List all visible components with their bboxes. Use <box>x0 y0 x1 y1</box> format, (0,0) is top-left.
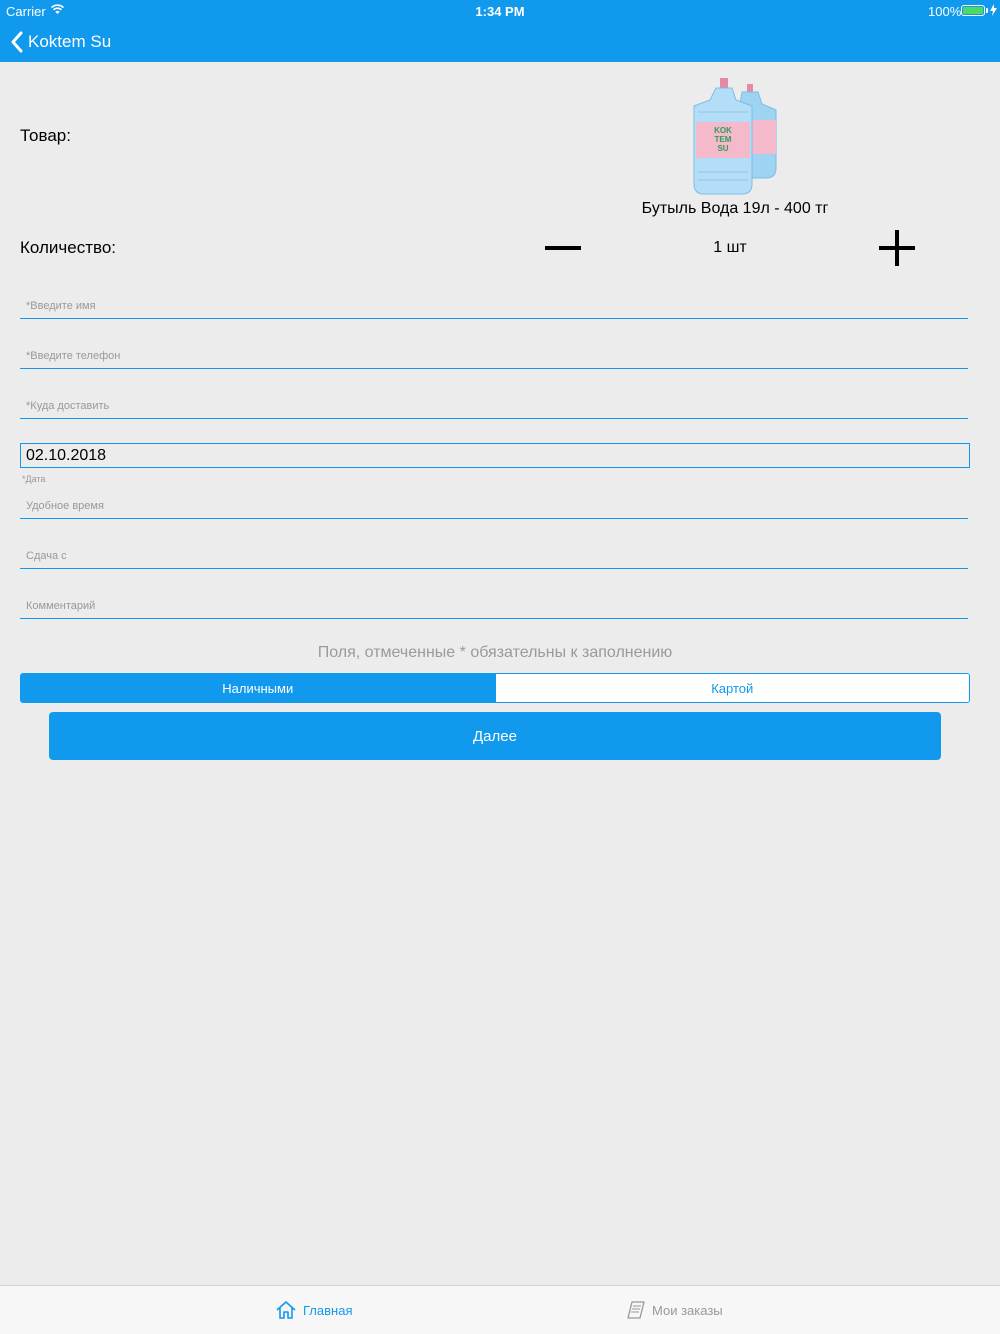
tab-home[interactable] <box>275 1298 352 1322</box>
quantity-label: Количество: <box>20 238 117 257</box>
home-icon <box>275 1300 297 1320</box>
time-field[interactable] <box>20 482 968 519</box>
date-field[interactable] <box>20 443 970 468</box>
back-title: Koktem Su <box>28 32 112 51</box>
time-placeholder: Удобное время <box>26 500 104 512</box>
phone-field[interactable] <box>20 332 968 369</box>
tab-bar <box>0 1285 1000 1334</box>
payment-card-segment[interactable]: Картой <box>495 674 970 702</box>
svg-text:KOK: KOK <box>714 126 732 135</box>
plus-icon-vertical <box>895 230 899 266</box>
battery-icon <box>961 5 985 16</box>
phone-placeholder: *Введите телефон <box>26 350 121 362</box>
payment-method-control <box>20 673 970 703</box>
quantity-value: 1 шт <box>713 239 747 256</box>
product-label: Товар: <box>20 126 71 145</box>
tab-home-label: Главная <box>303 1302 353 1318</box>
required-fields-note: Поля, отмеченные * обязательны к заполнению <box>317 644 673 661</box>
product-name: Бутыль Вода 19л - 400 тг <box>641 200 829 217</box>
name-field[interactable] <box>20 282 968 319</box>
svg-text:SU: SU <box>717 144 729 153</box>
battery-percent: 100% <box>928 4 962 19</box>
comment-field[interactable] <box>20 582 968 619</box>
orders-icon <box>626 1300 646 1320</box>
name-placeholder: *Введите имя <box>26 300 96 312</box>
comment-placeholder: Комментарий <box>26 600 96 612</box>
date-value: 02.10.2018 <box>26 447 107 464</box>
chevron-left-icon <box>10 31 24 53</box>
decrease-quantity-button[interactable] <box>545 246 581 250</box>
svg-text:TEM: TEM <box>714 135 732 144</box>
payment-cash-segment[interactable]: Наличными <box>21 674 495 702</box>
next-button[interactable]: Далее <box>49 712 941 760</box>
change-field[interactable] <box>20 532 968 569</box>
tab-orders-label: Мои заказы <box>652 1302 723 1318</box>
date-caption: *Дата <box>22 474 46 484</box>
back-button[interactable] <box>10 29 111 55</box>
increase-quantity-button[interactable] <box>879 230 915 266</box>
change-placeholder: Сдача с <box>26 550 67 562</box>
battery-cap <box>986 8 988 13</box>
address-placeholder: *Куда доставить <box>26 400 110 412</box>
charging-icon <box>990 4 997 16</box>
status-time: 1:34 PM <box>475 4 525 19</box>
product-image <box>690 76 782 196</box>
tab-my-orders[interactable] <box>626 1298 723 1322</box>
address-field[interactable] <box>20 382 968 419</box>
carrier-label: Carrier <box>6 4 46 19</box>
